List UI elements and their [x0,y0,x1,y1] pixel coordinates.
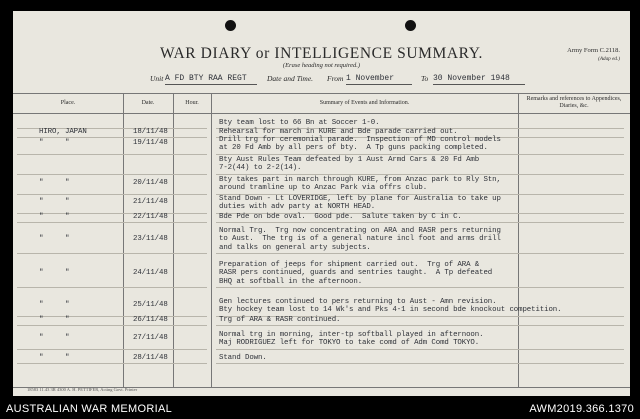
entry-date: 18/11/48 [133,128,168,136]
entry-place: " " [39,234,70,243]
header-summary: Summary of Events and Information. [319,100,410,106]
army-form-label: Army Form C.2118. [567,47,620,54]
entry-summary-line: Trg of ARA & RASR continued. [219,316,341,324]
entry-rule [216,349,624,350]
entry-place: " " [39,354,70,362]
entry-summary-line: Normal Trg. Trg now concentrating on ARA and RASR pers returning [219,227,501,235]
entry-rule [216,154,624,155]
entry-date: 24/11/48 [133,268,168,277]
header-place: Place. [60,100,76,106]
entry-summary-line: duties with adv party at NORTH HEAD. [219,203,376,212]
entry-rule [17,194,207,195]
entry-summary-line: Stand Down - Lt LOVERIDGE, left by plane for Australia to take up [219,195,501,203]
from-label: From [327,74,344,83]
entry-place: " " [39,334,70,343]
entry-summary-line: to Aust. The trg is of a general nature incl foot and arms drill [219,235,501,244]
table-top-rule [13,93,630,94]
entry-summary-line: Bde Pde on bde oval. Good pde. Salute taken by C in C. [219,213,462,221]
punch-hole [405,20,416,31]
date-time-label: Date and Time. [267,74,314,83]
archive-reference: AWM2019.366.1370 [529,403,634,415]
entry-rule [17,253,207,254]
entry-date: 20/11/48 [133,179,168,188]
entry-date: 28/11/48 [133,354,168,362]
entry-place: " " [39,198,70,207]
entry-summary-line: BHQ at softball in the afternoon. [219,277,363,286]
entry-summary-line: Bty hockey team lost to 14 Wk's and Pks 4-1 in second bde knockout competition. [219,306,562,315]
entry-place: " " [39,301,70,310]
entry-rule [216,174,624,175]
entry-summary-line: Drill trg for ceremonial parade. Inspection of MD control models [219,136,501,144]
unit-label: Unit [150,74,164,83]
entry-rule [17,287,207,288]
entry-rule [17,222,207,223]
entry-place: " " [39,268,70,277]
entry-rule [216,222,624,223]
entry-summary-line: 7-2(44) to 2-2(14). [219,164,302,173]
header-remarks: Remarks and references to Appendices, Diaries, &c. [526,96,622,109]
entry-rule [17,154,207,155]
entry-rule [17,325,207,326]
form-subtitle: (Erase heading not required.) [282,62,361,69]
entry-summary-line: at 20 Fd Amb by all pers of bty. A Tp guns packing completed. [219,144,488,153]
entry-place: " " [39,316,70,324]
entry-date: 21/11/48 [133,198,168,207]
entry-date: 25/11/48 [133,301,168,310]
entry-place: " " [39,179,70,188]
army-form-sub: (Adap ed.) [598,56,620,62]
entry-place: " " [39,213,70,221]
entry-summary-line: and talks on general arty subjects. [219,243,371,252]
entry-summary-line: Stand Down. [219,354,267,362]
diary-table [13,93,630,388]
column-divider [211,93,212,388]
entry-summary-line: Gen lectures continued to pers returning to Aust - Amn revision. [219,298,497,306]
to-label: To [421,74,429,83]
entry-summary-line: Normal trg in morning, inter-tp softball played in afternoon. [219,331,484,339]
from-value: 1 November [346,74,412,85]
header-hour: Hour. [185,100,199,106]
entry-summary-line: Rehearsal for march in KURE and Bde parade carried out. [219,128,458,136]
entry-place: HIRO, JAPAN [39,128,87,136]
archive-caption: AUSTRALIAN WAR MEMORIAL [6,403,173,415]
entry-summary-line: Bty takes part in march through KURE, from Anzac park to Rly Stn, [219,176,501,184]
entry-rule [17,363,207,364]
entry-rule [216,325,624,326]
header-rule [13,113,630,114]
entry-rule [216,287,624,288]
to-value: 30 November 1948 [433,74,525,85]
army-form-number [567,47,620,63]
entry-date: 23/11/48 [133,234,168,243]
form-title: WAR DIARY or INTELLIGENCE SUMMARY. [159,45,484,62]
entry-rule [17,349,207,350]
diary-page [13,11,630,396]
unit-row [13,74,630,86]
unit-value: A FD BTY RAA REGT [165,74,257,85]
entry-place: " " [39,139,70,148]
entry-summary-line: Maj RODRIGUEZ left for TOKYO to take comd of Adm Comd TOKYO. [219,339,480,348]
printer-footer: 18583 11.43 3R 4300 A. H. PETTIFER, Acting Govt. Printer [27,387,138,392]
entry-summary-line: Bty Aust Rules Team defeated by 1 Aust Armd Cars & 20 Fd Amb [219,156,480,164]
entry-summary-line: around tramline up to Anzac Park via offrs club. [219,184,428,193]
header-date: Date. [141,100,155,106]
entry-date: 26/11/48 [133,316,168,324]
entry-date: 19/11/48 [133,139,168,148]
entry-rule [17,137,207,138]
entry-date: 22/11/48 [133,213,168,221]
entry-rule [216,253,624,254]
punch-hole [225,20,236,31]
entry-summary-line: Preparation of jeeps for shipment carried out. Trg of ARA & [219,261,480,269]
entry-date: 27/11/48 [133,334,168,343]
entry-summary-line: RASR pers continued, guards and sentries taught. A Tp defeated [219,269,493,278]
entry-summary-line: Bty team lost to 66 Bn at Soccer 1-0. [219,119,380,127]
entry-rule [216,363,624,364]
entry-rule [17,174,207,175]
